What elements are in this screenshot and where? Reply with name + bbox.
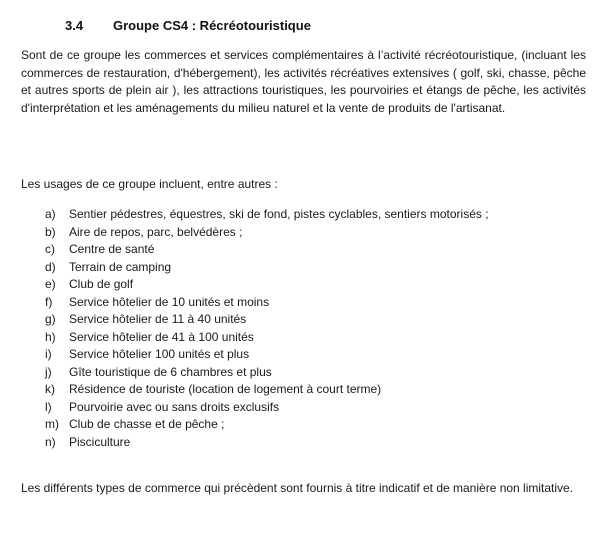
section-number: 3.4 xyxy=(65,18,84,33)
list-item-text: Service hôtelier 100 unités et plus xyxy=(69,347,250,361)
list-item-letter: l) xyxy=(45,399,52,414)
list-item-letter: b) xyxy=(45,224,56,239)
list-item-letter: a) xyxy=(45,207,56,221)
list-item xyxy=(21,399,586,417)
list-item-text: Service hôtelier de 10 unités et moins xyxy=(69,294,270,309)
list-item-letter: i) xyxy=(45,347,52,361)
section-heading xyxy=(65,18,311,33)
list-item-text: Résidence de touriste (location de logement à court terme) xyxy=(69,382,382,396)
list-item-letter: c) xyxy=(45,242,55,256)
list-item-text: Gîte touristique de 6 chambres et plus xyxy=(69,364,272,379)
list-item xyxy=(21,311,586,329)
list-item-text: Club de chasse et de pêche ; xyxy=(69,417,225,431)
list-item xyxy=(21,329,586,347)
list-item-letter: j) xyxy=(45,364,52,379)
list-item-text: Terrain de camping xyxy=(69,259,172,274)
list-item-text: Service hôtelier de 11 à 40 unités xyxy=(69,312,247,326)
list-item xyxy=(21,276,586,294)
usages-list xyxy=(21,206,586,451)
list-item xyxy=(21,346,586,364)
list-item xyxy=(21,259,586,277)
list-item-text: Club de golf xyxy=(69,277,134,291)
list-item xyxy=(21,206,586,224)
list-item-letter: k) xyxy=(45,382,55,396)
section-title: Groupe CS4 : Récréotouristique xyxy=(113,18,311,33)
list-item-text: Centre de santé xyxy=(69,242,155,256)
list-item xyxy=(21,224,586,242)
list-item-letter: f) xyxy=(45,294,53,309)
list-item xyxy=(21,381,586,399)
list-item-text: Sentier pédestres, équestres, ski de fond, pistes cyclables, sentiers motorisés ; xyxy=(69,207,489,221)
list-item-letter: g) xyxy=(45,312,56,326)
list-item-letter: d) xyxy=(45,259,56,274)
list-item-text: Service hôtelier de 41 à 100 unités xyxy=(69,329,254,344)
list-item-text: Pourvoirie avec ou sans droits exclusifs xyxy=(69,399,280,414)
list-item-text: Pisciculture xyxy=(69,434,131,449)
list-item xyxy=(21,416,586,434)
list-item-letter: n) xyxy=(45,434,56,449)
list-item xyxy=(21,434,586,452)
list-item-text: Aire de repos, parc, belvédères ; xyxy=(69,224,243,239)
list-item xyxy=(21,241,586,259)
list-item-letter: m) xyxy=(45,417,59,431)
list-item xyxy=(21,294,586,312)
list-item-letter: h) xyxy=(45,329,56,344)
intro-paragraph: Sont de ce groupe les commerces et services complémentaires à l’activité récréotouristique, (incluant les commerces de restauration, d'hébergement), les activités récréatives extensives ( golf, ski, chasse, pêche et autres sports de plein air ), les attractions touristiques, les pourvoiries et étangs de pêche, les activités d'interprétation et les aménagements du milieu naturel et la vente de produits de l'artisanat. xyxy=(21,48,586,115)
usages-intro-paragraph: Les usages de ce groupe incluent, entre autres : xyxy=(21,177,278,191)
closing-paragraph: Les différents types de commerce qui précèdent sont fournis à titre indicatif et de manière non limitative. xyxy=(21,481,574,495)
list-item xyxy=(21,364,586,382)
list-item-letter: e) xyxy=(45,277,56,291)
